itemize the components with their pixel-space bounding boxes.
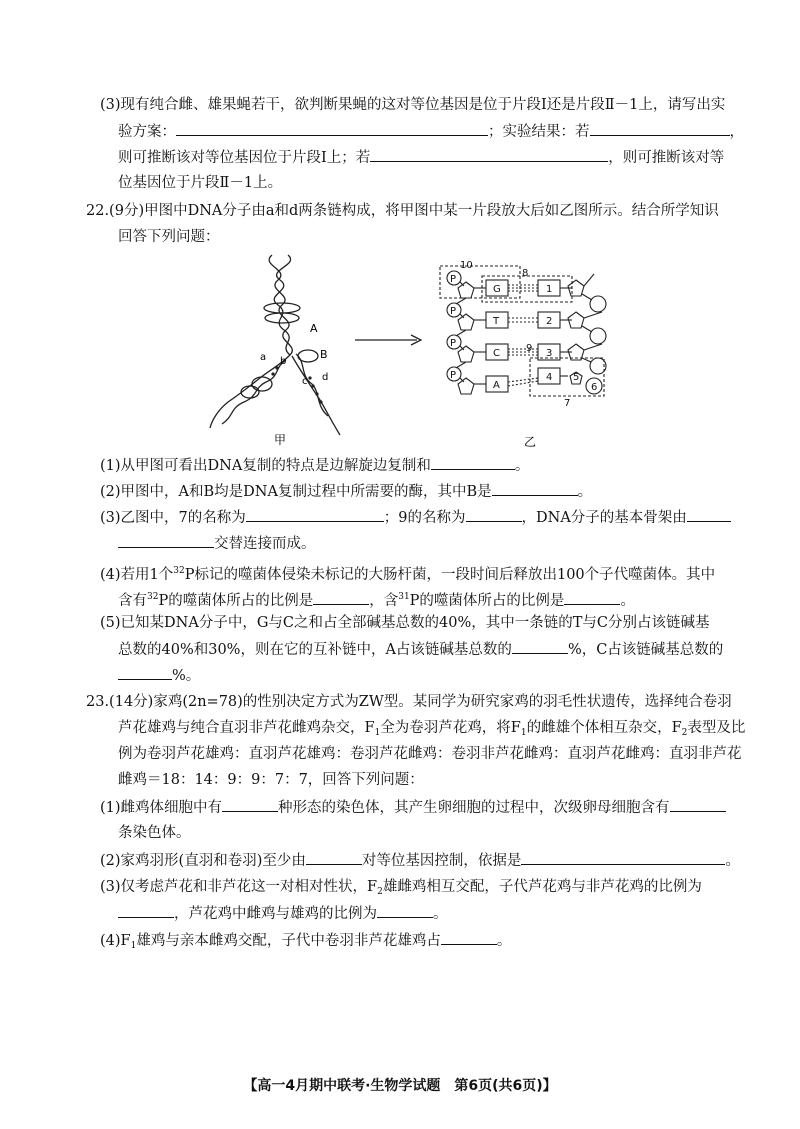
- label-B: B: [320, 348, 328, 361]
- label-10: 10: [460, 260, 473, 271]
- text: 芦花雄鸡与纯合直羽非芦花雌鸡杂交，F: [118, 720, 375, 736]
- base-1: 1: [546, 284, 553, 295]
- text: (2)家鸡羽形(直羽和卷羽)至少由: [100, 853, 306, 869]
- q22-s5-cont2: [118, 665, 200, 686]
- base-3: 3: [546, 348, 553, 359]
- text: (1)从甲图可看出DNA复制的特点是边解旋边复制和: [100, 458, 431, 474]
- q22-header-1: 22.(9分)甲图中DNA分子由a和d两条链构成，将甲图中某一片段放大后如乙图所示。结合所学知识: [86, 203, 719, 219]
- text: ，DNA分子的基本骨架由: [521, 510, 687, 526]
- text: 。: [620, 593, 635, 609]
- text: 雄雌鸡相互交配，子代芦花鸡与非芦花鸡的比例为: [382, 879, 702, 895]
- subscript: 1: [374, 728, 381, 738]
- text: %。: [172, 668, 201, 684]
- subscript: 1: [130, 941, 137, 951]
- q23-header-2: [118, 718, 745, 743]
- text: (3)乙图中，7的名称为: [100, 510, 246, 526]
- text: 的雌雄个体相互杂交，F: [526, 720, 682, 736]
- label-b: b: [280, 356, 287, 367]
- q21-3-line1: (3)现有纯合雌、雄果蝇若干，欲判断果蝇的这对等位基因是位于片段Ⅰ还是片段Ⅱ－1上，请写出实: [100, 97, 726, 113]
- q22-s2: [100, 481, 592, 502]
- blank-q22-3a[interactable]: [246, 507, 384, 522]
- blank-q22-5b[interactable]: [118, 665, 172, 680]
- phosphate-P-3: P: [450, 338, 457, 349]
- blank-q22-3d[interactable]: [118, 533, 214, 548]
- text: 雄鸡与亲本雌鸡交配，子代中卷羽非芦花雄鸡占: [136, 933, 441, 949]
- base-T: T: [493, 316, 500, 327]
- base-C: C: [493, 348, 500, 359]
- phosphate-P-1: P: [450, 274, 457, 285]
- subscript: 2: [681, 728, 688, 738]
- caption-jia: 甲: [274, 433, 287, 447]
- label-A: A: [310, 322, 318, 335]
- blank-q22-1[interactable]: [431, 455, 515, 470]
- superscript: 32: [173, 566, 185, 576]
- text: 。: [725, 853, 740, 869]
- phosphate-P-2: P: [450, 306, 457, 317]
- label-c: c: [302, 376, 308, 387]
- text: 对等位基因控制，依据是: [361, 853, 522, 869]
- label-7: 7: [564, 398, 571, 409]
- label-6: 6: [591, 382, 598, 393]
- subscript: 2: [377, 887, 383, 897]
- label-d: d: [322, 372, 329, 383]
- base-A: A: [493, 380, 500, 391]
- arrow-right-icon: [355, 333, 425, 347]
- blank-q22-5a[interactable]: [512, 639, 568, 654]
- text: 则可推断该对等位基因位于片段Ⅰ上；若: [118, 150, 371, 166]
- text: %，C占该链碱基总数的: [567, 642, 724, 658]
- q23-s1-cont: 条染色体。: [118, 825, 191, 841]
- base-G: G: [493, 284, 501, 295]
- blank-condition[interactable]: [370, 147, 608, 162]
- text: 表型及比: [687, 720, 746, 736]
- text: (4)F: [100, 933, 131, 949]
- q22-s4: [100, 561, 715, 585]
- text: 。: [514, 458, 530, 474]
- q23-header-4: 雌鸡＝18：14：9：9：7：7，回答下列问题：: [118, 772, 424, 788]
- comma: ，: [729, 124, 744, 140]
- text: P的噬菌体所占的比例是: [158, 593, 314, 609]
- superscript: 32: [147, 592, 159, 602]
- phosphate-P-4: P: [450, 370, 457, 381]
- q22-s5: (5)已知某DNA分子中，G与C之和占全部碱基总数的40%，其中一条链的T与C分别占该链碱基: [100, 615, 710, 631]
- q23-s1: [100, 797, 726, 818]
- q22-s4-cont: [118, 587, 635, 611]
- label-plan: 验方案：: [118, 124, 176, 140]
- text: ，则可推断该对等: [608, 150, 725, 166]
- text: P标记的噬菌体侵染未标记的大肠杆菌，一段时间后释放出100个子代噬菌体。其中: [184, 567, 716, 583]
- blank-q23-1a[interactable]: [222, 797, 278, 812]
- caption-yi: 乙: [524, 435, 537, 449]
- text: (2)甲图中，A和B均是DNA复制过程中所需要的酶，其中B是: [100, 484, 492, 500]
- blank-q22-2[interactable]: [492, 481, 578, 496]
- text: P的噬菌体所占的比例是: [409, 593, 565, 609]
- label-9: 9: [526, 343, 533, 354]
- subscript: 1: [520, 728, 527, 738]
- blank-q23-4[interactable]: [441, 930, 497, 945]
- superscript: 31: [398, 592, 410, 602]
- figure-jia: [200, 250, 360, 450]
- blank-q23-2b[interactable]: [521, 850, 725, 865]
- text: ；9的名称为: [383, 510, 466, 526]
- q22-s5-cont: [118, 639, 723, 660]
- q21-3-line4: 位基因位于片段Ⅱ－1上。: [118, 175, 283, 191]
- text: 交替连接而成。: [214, 536, 316, 552]
- q21-3-line2: [118, 121, 744, 142]
- q22-s3-cont: [118, 533, 316, 554]
- text: 。: [496, 933, 512, 949]
- text: 。: [433, 906, 448, 922]
- q23-s3: [100, 877, 702, 902]
- blank-q23-3a[interactable]: [118, 903, 174, 918]
- blank-q23-2a[interactable]: [306, 850, 362, 865]
- q21-3-line3: [118, 147, 724, 168]
- text: ，含: [369, 593, 399, 609]
- base-4: 4: [546, 372, 553, 383]
- q22-s1: [100, 455, 529, 476]
- q23-s2: [100, 850, 740, 871]
- text: 种形态的染色体，其产生卵细胞的过程中，次级卵母细胞含有: [278, 800, 670, 816]
- label-result: ；实验结果：若: [488, 124, 590, 140]
- label-5: 5: [573, 372, 580, 383]
- text: ，芦花鸡中雌鸡与雄鸡的比例为: [174, 906, 377, 922]
- label-8: 8: [522, 268, 529, 279]
- blank-plan[interactable]: [176, 121, 488, 136]
- text: 。: [577, 484, 593, 500]
- page-footer: 【高一4月期中联考·生物学试题 第6页(共6页)】: [243, 1078, 557, 1094]
- blank-q22-3c[interactable]: [687, 507, 731, 522]
- q23-s4: [100, 930, 511, 956]
- text: 总数的40%和30%，则在它的互补链中，A占该链碱基总数的: [118, 642, 512, 658]
- text: 全为卷羽芦花鸡，将F: [380, 720, 521, 736]
- q22-header-2: 回答下列问题：: [118, 229, 220, 245]
- base-2: 2: [546, 316, 553, 327]
- blank-result[interactable]: [590, 121, 730, 136]
- q23-header-1: 23.(14分)家鸡(2n=78)的性别决定方式为ZW型。某同学为研究家鸡的羽毛性状遗传，选择纯合卷羽: [86, 694, 732, 710]
- blank-q23-3b[interactable]: [377, 903, 433, 918]
- blank-q22-3b[interactable]: [466, 507, 522, 522]
- text: (3)仅考虑芦花和非芦花这一对相对性状，F: [100, 879, 378, 895]
- figure-yi: [436, 258, 636, 458]
- q22-s3: [100, 507, 731, 528]
- label-a: a: [260, 352, 267, 363]
- text: (4)若用1个: [100, 567, 174, 583]
- blank-q23-1b[interactable]: [670, 797, 726, 812]
- q23-s3-cont: [118, 903, 448, 924]
- q23-header-3: 例为卷羽芦花雄鸡：直羽芦花雄鸡：卷羽芦花雌鸡：卷羽非芦花雌鸡：直羽芦花雌鸡：直羽非芦花: [118, 746, 742, 762]
- text: 含有: [118, 593, 147, 609]
- blank-q22-4a[interactable]: [313, 590, 369, 605]
- blank-q22-4b[interactable]: [564, 590, 620, 605]
- text: (1)雌鸡体细胞中有: [100, 800, 223, 816]
